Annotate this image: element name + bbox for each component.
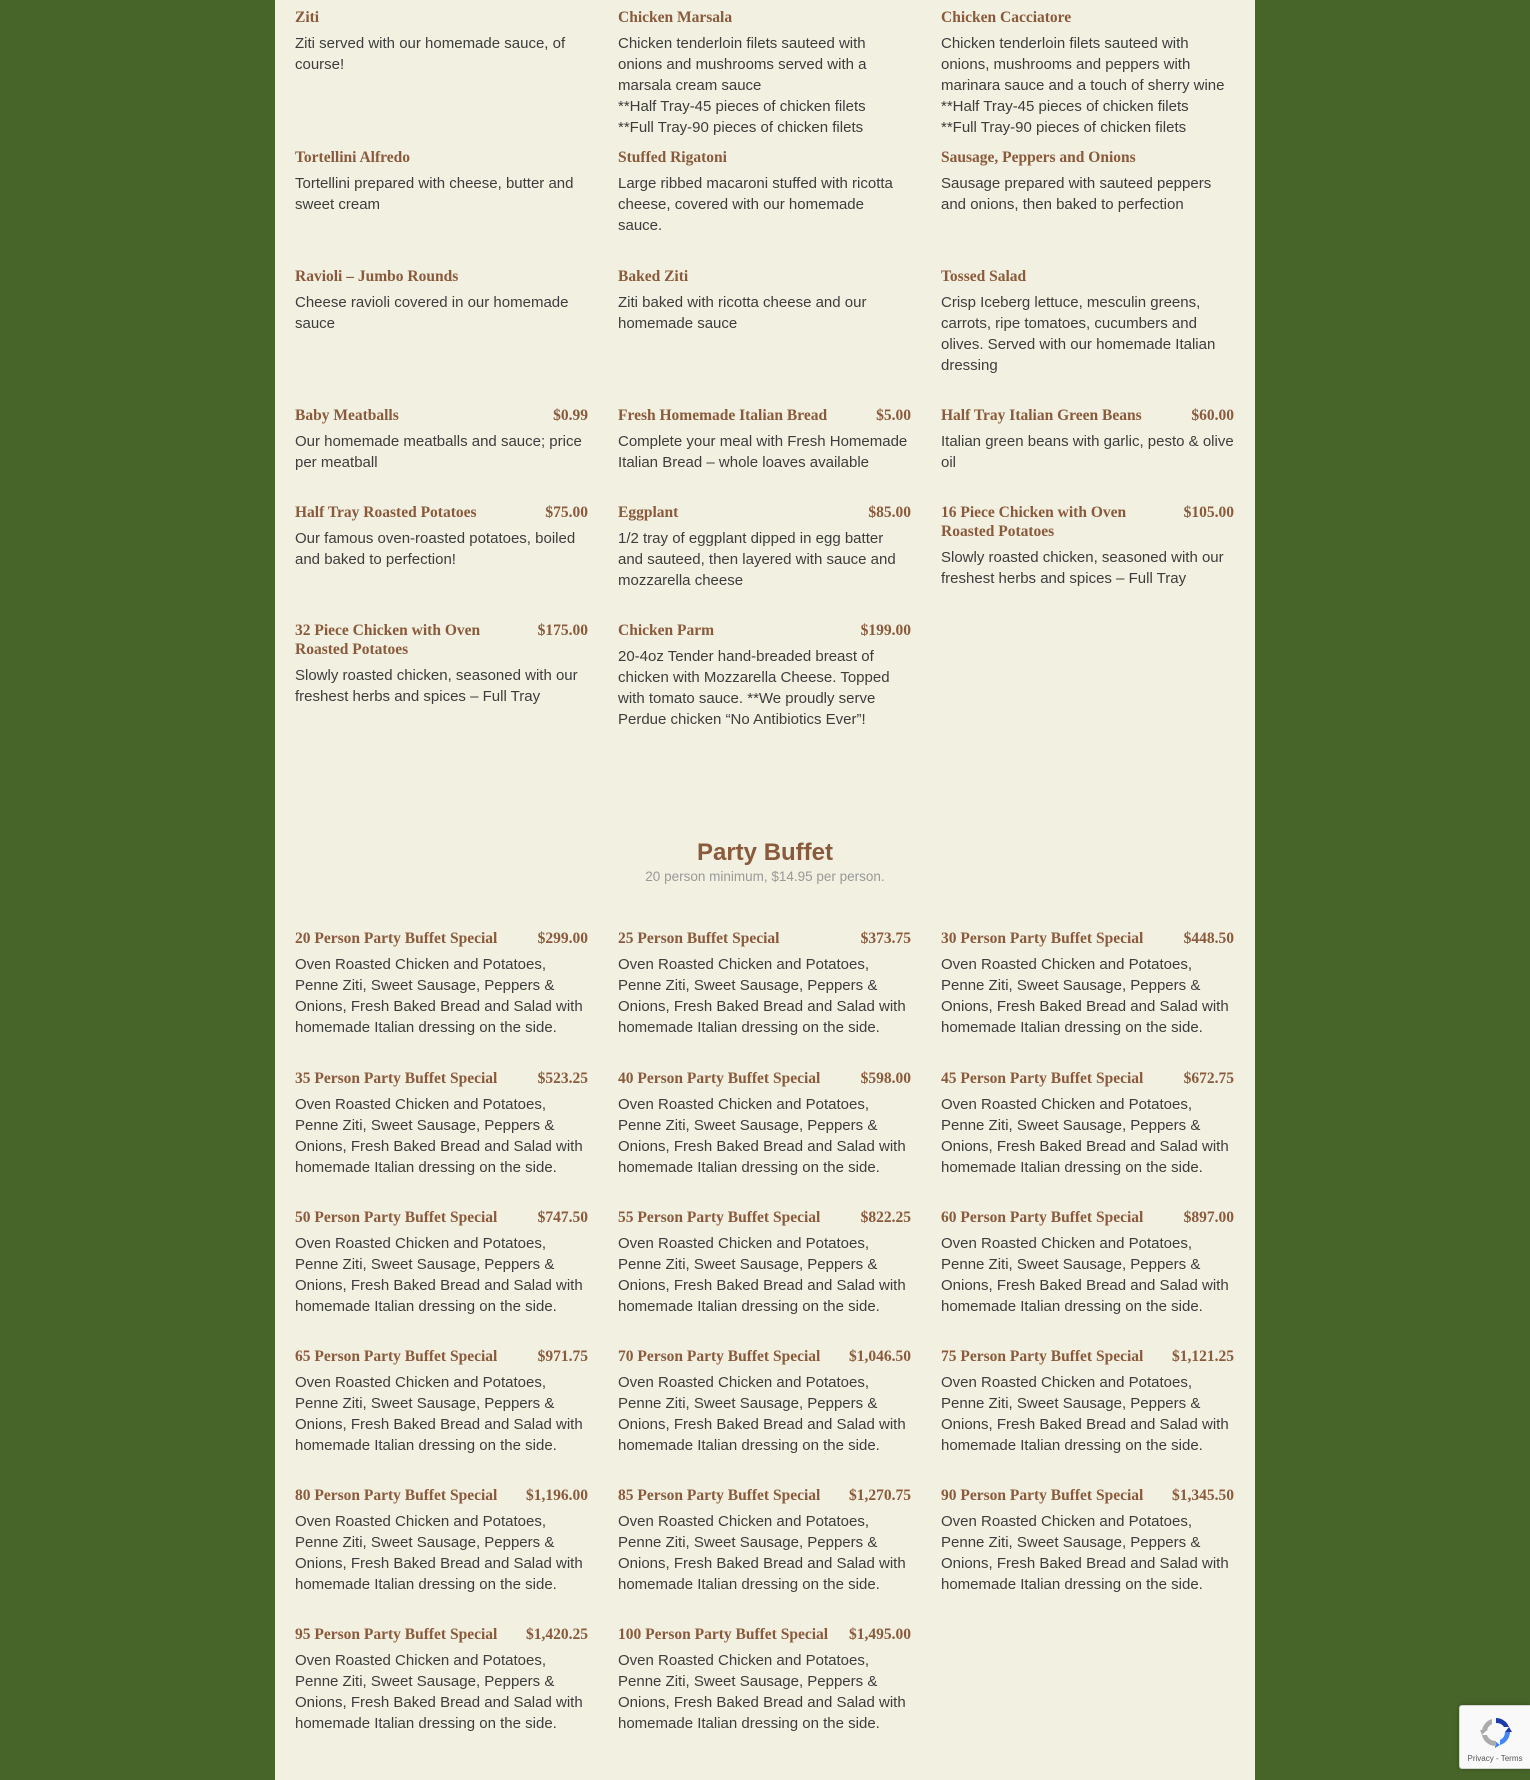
section-title: Party Buffet [696,839,834,866]
item-description: Oven Roasted Chicken and Potatoes, Penne Ziti, Sweet Sausage, Peppers & Onions, Fresh Baked Bread and Salad with homemade Italian dressing on the side. [618,1235,906,1315]
menu-item [618,503,911,621]
item-description: Oven Roasted Chicken and Potatoes, Penne Ziti, Sweet Sausage, Peppers & Onions, Fresh Baked Bread and Salad with homemade Italian dressing on the side. [618,1652,906,1732]
item-description: Ziti served with our homemade sauce, of course! [295,35,566,73]
item-title: Baby Meatballs [295,407,399,424]
item-description: Cheese ravioli covered in our homemade sauce [295,294,569,332]
item-title: 50 Person Party Buffet Special [295,1209,498,1226]
menu-panel [275,0,1255,1780]
buffet-item [295,1208,588,1347]
item-price: $75.00 [545,504,588,521]
buffet-item [295,1347,588,1486]
item-description: 1/2 tray of eggplant dipped in egg batter and sauteed, then layered with sauce and mozzarella cheese [618,530,896,589]
item-description: Chicken tenderloin filets sauteed with onions and mushrooms served with a marsala cream sauce **Half Tray-45 pieces of chicken filets **Full Tray-90 pieces of chicken filets [618,35,867,136]
buffet-item [295,1625,588,1764]
menu-item [295,148,588,267]
buffet-item [941,929,1234,1069]
item-description: Italian green beans with garlic, pesto & olive oil [941,433,1234,471]
buffet-header [275,838,1255,886]
item-title: Eggplant [618,504,679,521]
item-price: $1,121.25 [1172,1348,1234,1365]
item-price: $0.99 [553,407,588,424]
recaptcha-links[interactable]: Privacy - Terms [1467,1754,1523,1763]
item-price: $199.00 [860,622,911,639]
buffet-item [618,929,911,1069]
item-title: 100 Person Party Buffet Special [618,1626,829,1643]
item-price: $299.00 [537,930,588,947]
item-price: $1,420.25 [526,1626,588,1643]
item-title: Chicken Cacciatore [941,9,1072,26]
menu-item [941,148,1234,267]
item-description: Our famous oven-roasted potatoes, boiled and baked to perfection! [295,530,576,568]
item-description: Ziti baked with ricotta cheese and our homemade sauce [618,294,867,332]
item-title: Half Tray Italian Green Beans [941,407,1142,424]
item-title: Stuffed Rigatoni [618,149,727,166]
item-description: Oven Roasted Chicken and Potatoes, Penne Ziti, Sweet Sausage, Peppers & Onions, Fresh Baked Bread and Salad with homemade Italian dressing on the side. [618,956,906,1036]
item-description: Our homemade meatballs and sauce; price per meatball [295,433,582,471]
section-subtitle: 20 person minimum, $14.95 per person. [645,869,885,884]
menu-item [295,621,588,761]
menu-item [295,406,588,503]
item-title: Sausage, Peppers and Onions [941,149,1136,166]
item-price: $1,270.75 [849,1487,911,1504]
item-description: Oven Roasted Chicken and Potatoes, Penne Ziti, Sweet Sausage, Peppers & Onions, Fresh Baked Bread and Salad with homemade Italian dressing on the side. [295,1652,583,1732]
item-title: Fresh Homemade Italian Bread [618,407,828,424]
item-title: 65 Person Party Buffet Special [295,1348,498,1365]
item-title: 85 Person Party Buffet Special [618,1487,821,1504]
buffet-item [618,1069,911,1208]
item-title: 35 Person Party Buffet Special [295,1070,498,1087]
menu-item [618,406,911,503]
item-title: Chicken Parm [618,622,715,639]
item-title: Ravioli – Jumbo Rounds [295,268,459,285]
item-price: $598.00 [860,1070,911,1087]
item-price: $1,345.50 [1172,1487,1234,1504]
item-title: 32 Piece Chicken with Oven Roasted Potatoes [295,622,481,658]
item-title: 16 Piece Chicken with Oven Roasted Potatoes [941,504,1127,540]
item-price: $1,196.00 [526,1487,588,1504]
item-description: Oven Roasted Chicken and Potatoes, Penne Ziti, Sweet Sausage, Peppers & Onions, Fresh Baked Bread and Salad with homemade Italian dressing on the side. [618,1096,906,1176]
item-title: Half Tray Roasted Potatoes [295,504,477,521]
item-description: Oven Roasted Chicken and Potatoes, Penne Ziti, Sweet Sausage, Peppers & Onions, Fresh Baked Bread and Salad with homemade Italian dressing on the side. [295,956,583,1036]
item-title: Tossed Salad [941,268,1027,285]
item-title: 90 Person Party Buffet Special [941,1487,1144,1504]
item-title: 80 Person Party Buffet Special [295,1487,498,1504]
item-title: 20 Person Party Buffet Special [295,930,498,947]
buffet-item [941,1486,1234,1625]
item-description: Slowly roasted chicken, seasoned with our freshest herbs and spices – Full Tray [941,549,1224,587]
item-price: $175.00 [537,622,588,639]
menu-item [618,148,911,267]
item-description: Oven Roasted Chicken and Potatoes, Penne Ziti, Sweet Sausage, Peppers & Onions, Fresh Baked Bread and Salad with homemade Italian dressing on the side. [295,1513,583,1593]
item-price: $971.75 [537,1348,588,1365]
item-description: Oven Roasted Chicken and Potatoes, Penne Ziti, Sweet Sausage, Peppers & Onions, Fresh Baked Bread and Salad with homemade Italian dressing on the side. [618,1513,906,1593]
menu-item [941,267,1234,406]
item-description: Complete your meal with Fresh Homemade Italian Bread – whole loaves available [618,433,908,471]
item-title: 30 Person Party Buffet Special [941,930,1144,947]
item-price: $523.25 [537,1070,588,1087]
item-description: Oven Roasted Chicken and Potatoes, Penne Ziti, Sweet Sausage, Peppers & Onions, Fresh Baked Bread and Salad with homemade Italian dressing on the side. [941,1235,1229,1315]
item-description: 20-4oz Tender hand-breaded breast of chicken with Mozzarella Cheese. Topped with tomato sauce. **We proudly serve Perdue chicken “No Antibiotics Ever”! [618,648,890,728]
buffet-item [618,1208,911,1347]
item-description: Chicken tenderloin filets sauteed with onions, mushrooms and peppers with marinara sauce and a touch of sherry wine **Half Tray-45 pieces of chicken filets **Full Tray-90 pieces of chicken filets [941,35,1225,136]
item-description: Oven Roasted Chicken and Potatoes, Penne Ziti, Sweet Sausage, Peppers & Onions, Fresh Baked Bread and Salad with homemade Italian dressing on the side. [941,1096,1229,1176]
buffet-item [618,1347,911,1486]
item-title: 55 Person Party Buffet Special [618,1209,821,1226]
buffet-grid [295,929,1235,1764]
item-title: 40 Person Party Buffet Special [618,1070,821,1087]
item-title: 60 Person Party Buffet Special [941,1209,1144,1226]
menu-item [618,8,911,148]
menu-item [941,8,1234,148]
buffet-item [295,1486,588,1625]
item-price: $672.75 [1183,1070,1234,1087]
item-price: $373.75 [860,930,911,947]
menu-item [941,503,1234,621]
menu-item [295,503,588,621]
menu-item [618,621,911,761]
menu-item [295,8,588,148]
item-price: $105.00 [1183,504,1234,521]
item-price: $448.50 [1183,930,1234,947]
buffet-item [295,929,588,1069]
item-description: Oven Roasted Chicken and Potatoes, Penne Ziti, Sweet Sausage, Peppers & Onions, Fresh Baked Bread and Salad with homemade Italian dressing on the side. [295,1096,583,1176]
buffet-item [295,1069,588,1208]
item-price: $897.00 [1183,1209,1234,1226]
item-description: Oven Roasted Chicken and Potatoes, Penne Ziti, Sweet Sausage, Peppers & Onions, Fresh Baked Bread and Salad with homemade Italian dressing on the side. [618,1374,906,1454]
item-price: $747.50 [537,1209,588,1226]
menu-grid [295,8,1235,761]
buffet-item [941,1347,1234,1486]
item-title: Chicken Marsala [618,9,733,26]
item-description: Oven Roasted Chicken and Potatoes, Penne Ziti, Sweet Sausage, Peppers & Onions, Fresh Baked Bread and Salad with homemade Italian dressing on the side. [941,1374,1229,1454]
buffet-item [618,1486,911,1625]
item-price: $85.00 [868,504,911,521]
item-description: Oven Roasted Chicken and Potatoes, Penne Ziti, Sweet Sausage, Peppers & Onions, Fresh Baked Bread and Salad with homemade Italian dressing on the side. [941,1513,1229,1593]
recaptcha-badge[interactable] [1459,1705,1530,1769]
item-description: Tortellini prepared with cheese, butter and sweet cream [295,175,574,213]
item-description: Large ribbed macaroni stuffed with ricotta cheese, covered with our homemade sauce. [618,175,893,234]
buffet-item [618,1625,911,1764]
item-title: Tortellini Alfredo [295,149,410,166]
item-description: Slowly roasted chicken, seasoned with our freshest herbs and spices – Full Tray [295,667,578,705]
buffet-item [941,1069,1234,1208]
item-title: 45 Person Party Buffet Special [941,1070,1144,1087]
menu-item [941,406,1234,503]
item-description: Sausage prepared with sauteed peppers and onions, then baked to perfection [941,175,1212,213]
item-title: 95 Person Party Buffet Special [295,1626,498,1643]
item-price: $1,495.00 [849,1626,911,1643]
recaptcha-logo-icon [1478,1714,1514,1755]
item-price: $5.00 [876,407,911,424]
item-price: $60.00 [1191,407,1234,424]
item-title: 70 Person Party Buffet Special [618,1348,821,1365]
item-description: Oven Roasted Chicken and Potatoes, Penne Ziti, Sweet Sausage, Peppers & Onions, Fresh Baked Bread and Salad with homemade Italian dressing on the side. [295,1374,583,1454]
item-title: 25 Person Buffet Special [618,930,780,947]
item-price: $1,046.50 [849,1348,911,1365]
item-title: Baked Ziti [618,268,689,285]
buffet-item [941,1208,1234,1347]
item-description: Oven Roasted Chicken and Potatoes, Penne Ziti, Sweet Sausage, Peppers & Onions, Fresh Baked Bread and Salad with homemade Italian dressing on the side. [295,1235,583,1315]
item-description: Crisp Iceberg lettuce, mesculin greens, carrots, ripe tomatoes, cucumbers and olives. Served with our homemade Italian dressing [941,294,1216,374]
menu-item [295,267,588,406]
item-title: 75 Person Party Buffet Special [941,1348,1144,1365]
item-price: $822.25 [860,1209,911,1226]
menu-item [618,267,911,406]
item-description: Oven Roasted Chicken and Potatoes, Penne Ziti, Sweet Sausage, Peppers & Onions, Fresh Baked Bread and Salad with homemade Italian dressing on the side. [941,956,1229,1036]
item-title: Ziti [295,9,320,26]
